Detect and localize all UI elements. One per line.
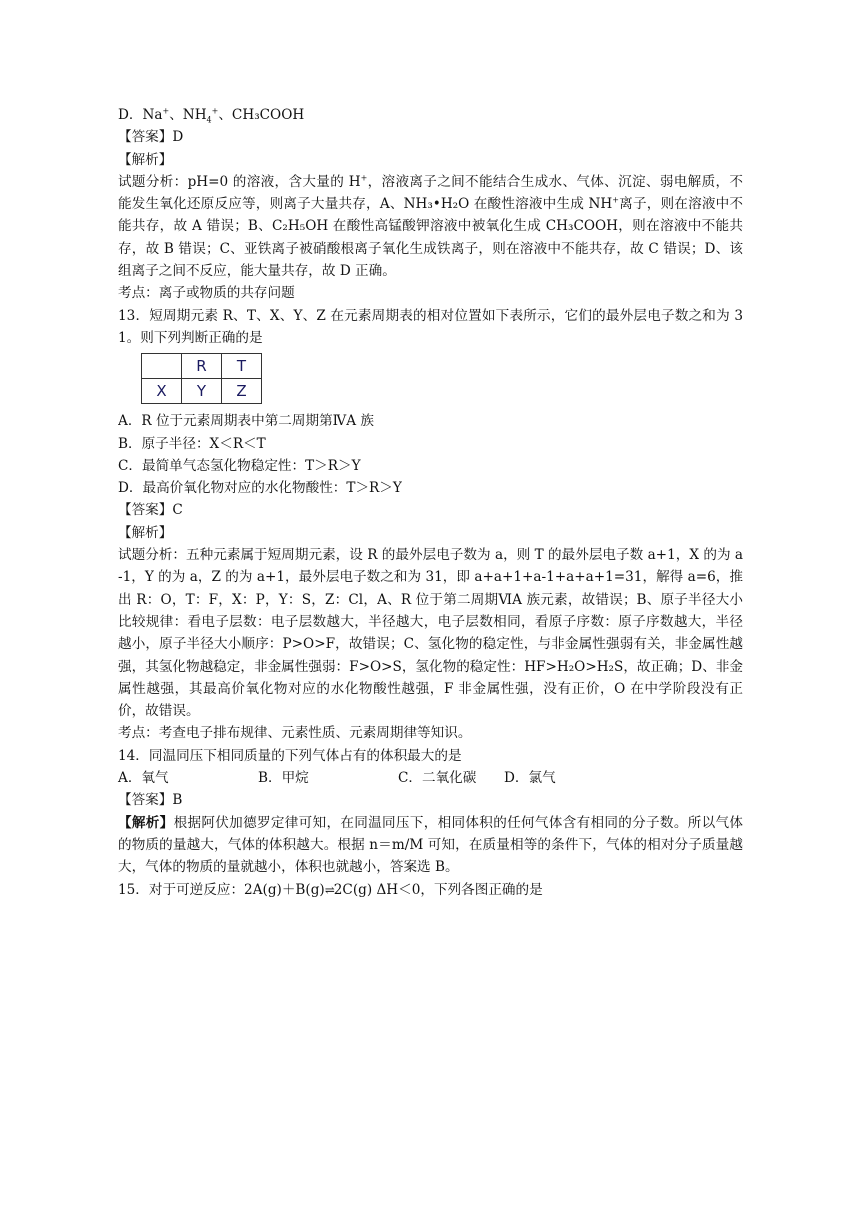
q14-analysis [118,812,743,879]
q12-analysis-header: 【解析】 [118,151,173,168]
table-row [142,379,262,404]
table-cell: X [142,379,182,404]
text: 、CH₃COOH [218,107,305,123]
q12-analysis [118,171,743,282]
table-cell: T [222,354,262,379]
table-cell: Y [182,379,222,404]
q14-options [118,767,743,789]
q14-option-c: C．二氧化碳 [398,770,477,787]
q15-stem [118,879,743,901]
q14-option-a: A．氧气 [118,770,169,787]
q14-option-d: D．氯气 [504,770,556,787]
text: 、NH [169,107,207,123]
table-cell: R [182,354,222,379]
equilibrium-arrow-icon: ⇌ [324,882,334,897]
text: 根据阿伏加德罗定律可知，在同温同压下，相同体积的任何气体含有相同的分子数。所以气体的物质的量越大，气体的体积越大。根据 n＝m/M 可知，在质量相等的条件下，气体的相对分子质量越大，气体的物质的量就越小，体积也就越小，答案选 B。 [118,814,744,876]
q13-stem: 13．短周期元素 R、T、X、Y、Z 在元素周期表的相对位置如下表所示，它们的最外层电子数之和为 31。则下列判断正确的是 [118,307,743,346]
table-cell: Z [222,379,262,404]
superscript: + [162,106,170,116]
text: 2C(g) ΔH＜0，下列各图正确的是 [333,881,543,898]
q13-option-d: D．最高价氧化物对应的水化物酸性：T＞R＞Y [118,480,402,497]
superscript: + [360,173,368,183]
table-row [142,354,262,379]
text: 15．对于可逆反应：2A(g)＋B(g) [118,881,325,898]
q12-answer: 【答案】D [118,129,184,146]
table-cell [142,354,182,379]
text: ，溶液离子之间不能结合生成水、气体、沉淀、弱电解质，不能发生氧化还原反应等，则离子大量共存，A、NH₃•H₂O 在酸性溶液中生成 NH [118,173,744,213]
text: D．Na [118,107,163,123]
q13-option-b: B．原子半径：X＜R＜T [118,435,266,452]
q12-kaodian: 考点：离子或物质的共存问题 [118,285,295,302]
q14-answer: 【答案】B [118,792,183,809]
document-page [118,104,743,901]
q14-option-b: B．甲烷 [258,770,309,787]
q13-analysis: 试题分析：五种元素属于短周期元素，设 R 的最外层电子数为 a，则 T 的最外层电子数 a+1，X 的为 a-1，Y 的为 a，Z 的为 a+1，最外层电子数之和为 31，即 a+a+1+a-1+a+a+1=31，解得 a=6，推出 R：O，T：F，X：P，Y：S，Z：Cl，A、R 位于第二周期ⅥA 族元素，故错误；B、原子半径大小比较规律：看电子层数：电子层数越大，半径越大，电子层数相同，看原子序数：原子序数越大，半径越小，原子半径大小顺序：P>O>F，故错误；C、氢化物的稳定性，与非金属性强弱有关，非金属性越强，其氢化物越稳定，非金属性强弱：F>O>S，氢化物的稳定性：HF>H₂O>H₂S，故正确；D、非金属性越强，其最高价氧化物对应的水化物酸性越强，F 非金属性强，没有正价，O 在中学阶段没有正价，故错误。 [118,547,743,720]
q13-kaodian: 考点：考查电子排布规律、元素性质、元素周期律等知识。 [118,725,472,742]
analysis-label: 【解析】 [118,814,174,831]
q13-answer: 【答案】C [118,502,183,519]
q12-option-d [118,104,743,126]
superscript: + [612,195,619,205]
text: 试题分析：pH=0 的溶液，含大量的 H [118,173,361,190]
superscript: + [211,106,219,116]
q13-option-a: A．R 位于元素周期表中第二周期第ⅣA 族 [118,413,374,430]
subscript: 4 [206,115,212,125]
text: 离子，则在溶液中不能共存，故 A 错误；B、C₂H₅OH 在酸性高锰酸钾溶液中被氧化生成 CH₃COOH，则在溶液中不能共存，故 B 错误；C、亚铁离子被硝酸根离子氧化生成铁离子，则在溶液中不能共存，故 C 错误；D、该组离子之间不反应，能大量共存，故 D 正确。 [118,196,744,280]
q13-analysis-header: 【解析】 [118,524,173,541]
q14-stem: 14．同温同压下相同质量的下列气体占有的体积最大的是 [118,747,462,764]
q13-option-c: C．最简单气态氢化物稳定性：T＞R＞Y [118,457,361,474]
periodic-position-table [141,353,262,404]
